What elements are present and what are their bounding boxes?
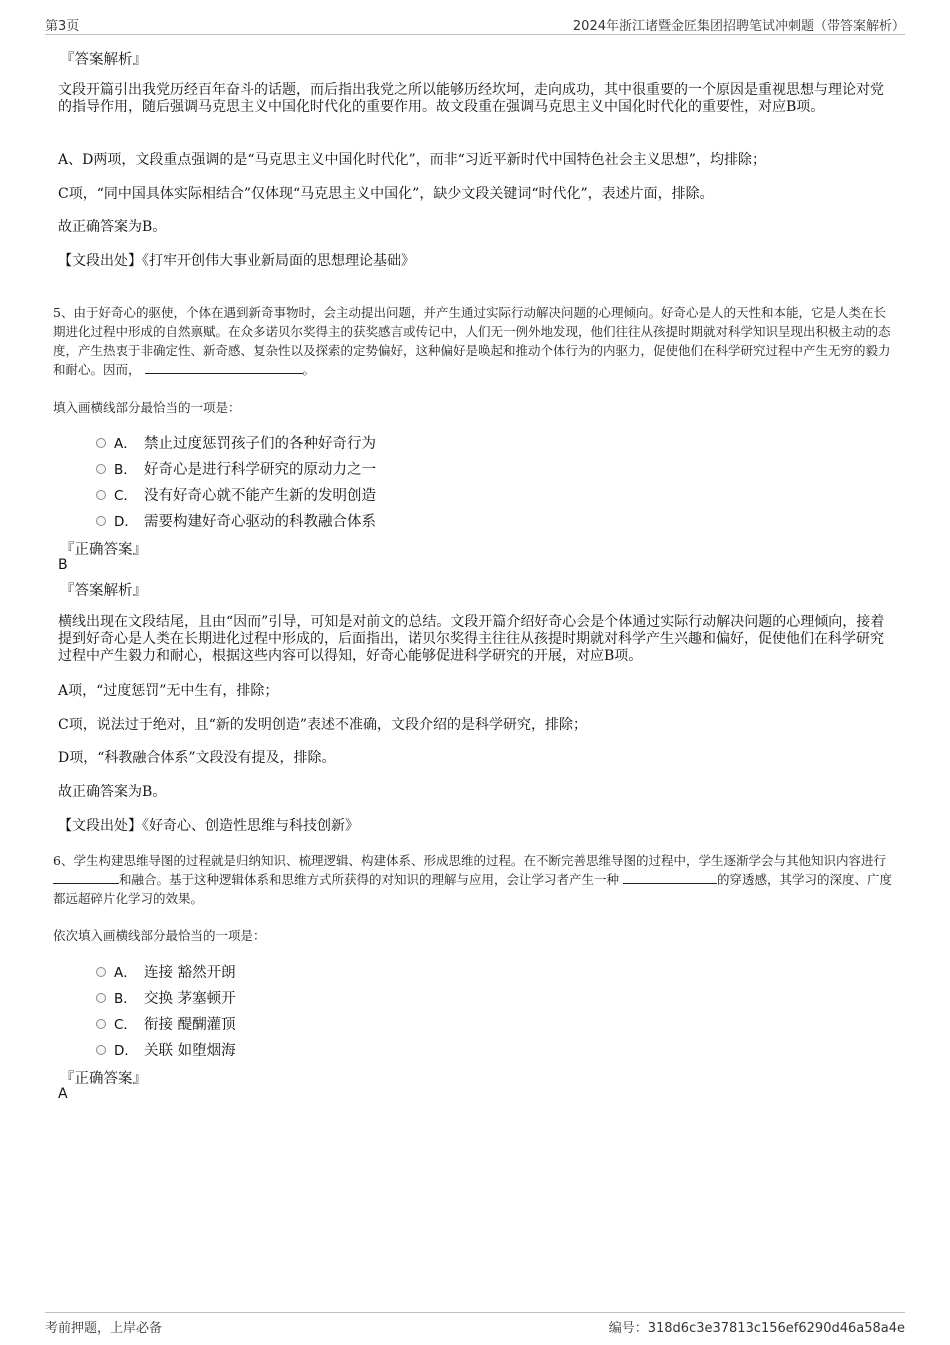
q5-analysis-paragraph-3: C项，说法过于绝对，且“新的发明创造”表述不准确，文段介绍的是科学研究，排除； [58, 717, 588, 733]
q4-analysis-paragraph-3: C项，“同中国具体实际相结合”仅体现“马克思主义中国化”，缺少文段关键词“时代化”，表述片面，排除。 [58, 186, 714, 202]
radio-icon[interactable] [96, 464, 106, 474]
radio-icon[interactable] [96, 1045, 106, 1055]
radio-icon[interactable] [96, 993, 106, 1003]
document-title: 2024年浙江诸暨金匠集团招聘笔试冲刺题（带答案解析） [572, 19, 905, 34]
q5-answer-blank [145, 361, 303, 374]
q5-correct-label: 『正确答案』 [60, 542, 147, 558]
page-number: 第3页 [45, 19, 80, 34]
q5-analysis-paragraph-2: A项，“过度惩罚”无中生有，排除； [58, 683, 279, 699]
q6-correct-answer: A [58, 1086, 68, 1102]
q6-answer-blank-2 [623, 871, 717, 884]
q5-correct-answer: B [58, 557, 68, 573]
q5-analysis-conclusion: 故正确答案为B。 [58, 784, 167, 800]
q5-analysis-label: 『答案解析』 [60, 583, 147, 599]
footer-slogan: 考前押题，上岸必备 [45, 1321, 163, 1336]
q6-prompt: 依次填入画横线部分最恰当的一项是： [53, 928, 266, 943]
q4-analysis-paragraph-1: 文段开篇引出我党历经百年奋斗的话题，而后指出我党之所以能够历经坎坷，走向成功，其中很重要的一个原因是重视思想与理论对党的指导作用，随后强调马克思主义中国化时代化的重要作用。故文段重在强调马克思主义中国化时代化的重要性，对应B项。 [58, 82, 884, 115]
radio-icon[interactable] [96, 438, 106, 448]
radio-icon[interactable] [96, 1019, 106, 1029]
q6-stem: 6、学生构建思维导图的过程就是归纳知识、梳理逻辑、构建体系、形成思维的过程。在不断完善思维导图的过程中，学生逐渐学会与其他知识内容进行 和融合。基于这种逻辑体系和思维方式所获得的对知识的理解与应用，会让学习者产生一种 的穿透感，其学习的深度、广度都远超碎片化学习的效果。 [53, 853, 893, 906]
q5-analysis-paragraph-1: 横线出现在文段结尾，且由“因而”引导，可知是对前文的总结。文段开篇介绍好奇心会是个体通过实际行动解决问题的心理倾向，接着提到好奇心是人类在长期进化过程中形成的，后面指出，诺贝尔奖得主往往从孩提时期就对科学产生兴趣和偏好，促使他们在科学研究过程中产生毅力和耐心，根据这些内容可以得知，好奇心能够促进科学研究的开展，对应B项。 [58, 614, 885, 664]
q6-correct-label: 『正确答案』 [60, 1071, 147, 1087]
q5-source: 【文段出处】《好奇心、创造性思维与科技创新》 [58, 818, 359, 834]
q4-analysis-label: 『答案解析』 [60, 52, 147, 68]
radio-icon[interactable] [96, 490, 106, 500]
q5-stem: 5、由于好奇心的驱使，个体在遇到新奇事物时，会主动提出问题，并产生通过实际行动解决问题的心理倾向。好奇心是人的天性和本能，它是人类在长期进化过程中形成的自然禀赋。在众多诺贝尔奖得主的获奖感言或传记中，人们无一例外地发现，他们往往从孩提时期就对科学知识呈现出积极主动的态度，产生热衷于非确定性、新奇感、复杂性以及探索的定势偏好，这种偏好是唤起和推动个体行为的内驱力，促使他们在科学研究过程中产生无穷的毅力和耐心。因而， 。 [53, 305, 891, 377]
radio-icon[interactable] [96, 967, 106, 977]
page-header [45, 14, 905, 35]
q5-analysis-paragraph-4: D项，“科教融合体系”文段没有提及，排除。 [58, 750, 336, 766]
q4-analysis-conclusion: 故正确答案为B。 [58, 219, 167, 235]
document-id: 编号：318d6c3e37813c156ef6290d46a58a4e [608, 1321, 905, 1336]
q6-answer-blank-1 [53, 871, 119, 884]
q5-prompt: 填入画横线部分最恰当的一项是： [53, 400, 241, 415]
q4-analysis-paragraph-2: A、D两项，文段重点强调的是“马克思主义中国化时代化”，而非“习近平新时代中国特色社会主义思想”，均排除； [58, 152, 766, 168]
q4-source: 【文段出处】《打牢开创伟大事业新局面的思想理论基础》 [58, 253, 415, 269]
radio-icon[interactable] [96, 516, 106, 526]
page-footer [45, 1312, 905, 1339]
